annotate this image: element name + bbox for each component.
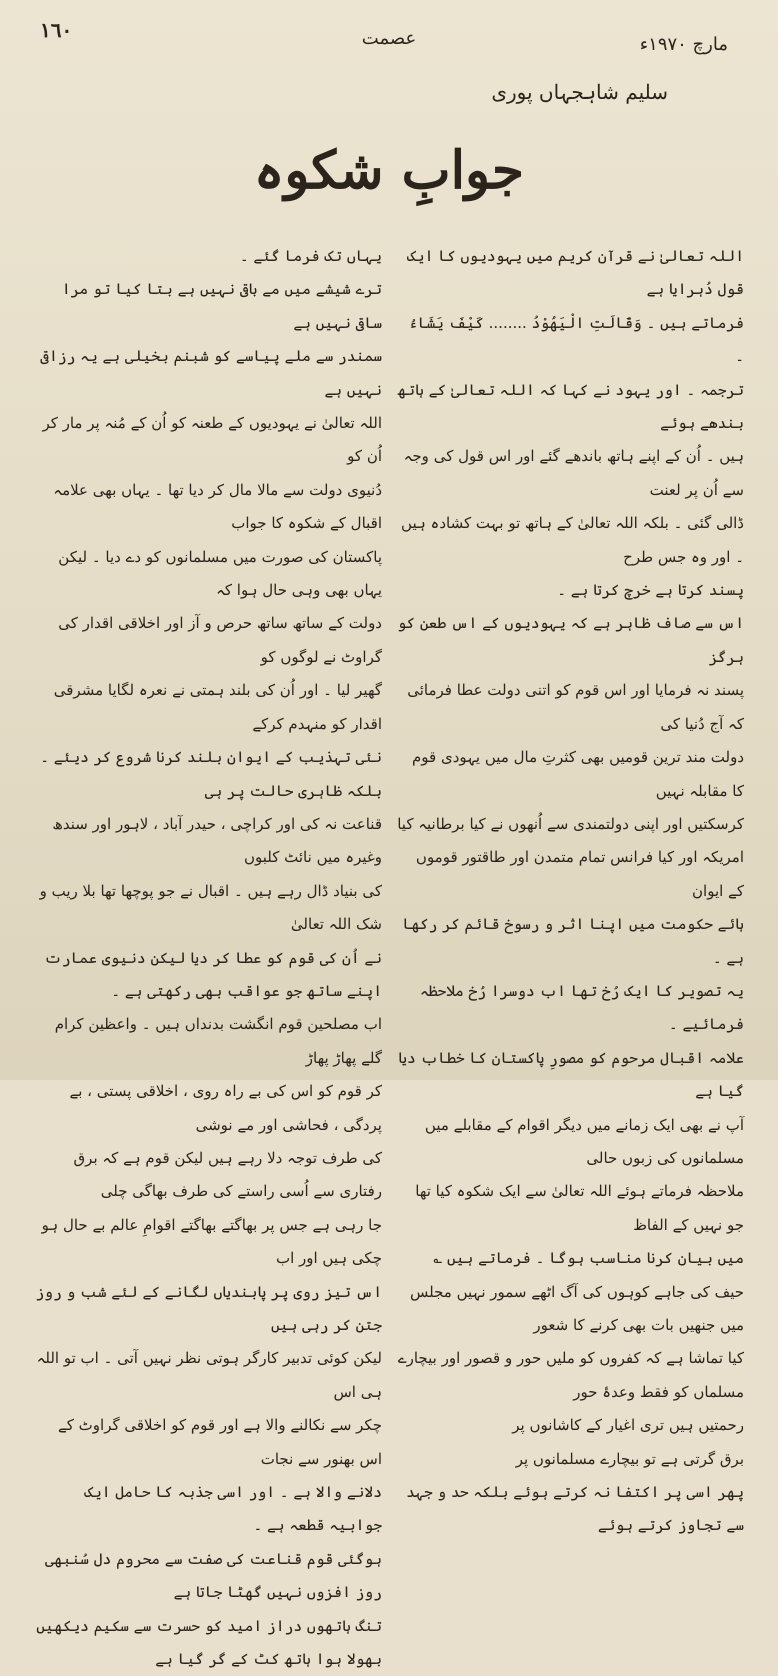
verse-line: تنگ ہاتھوں دراز امید کو حسرت سے سکیم دیکھیں بھولا ہوا ہاتھ کٹ کے گر گیا ہے bbox=[36, 1616, 382, 1669]
text-line: اب مصلحین قوم انگشت بدنداں ہیں ۔ واعظین کرام گلے پھاڑ پھاڑ bbox=[54, 1015, 382, 1067]
text-line: فرماتے ہیں ۔ وَقَالَتِ الْيَهُوْدُ ........ كَيْفَ يَشَاءُ ۔ bbox=[408, 313, 744, 366]
text-line: کی طرف توجہ دلا رہے ہیں لیکن قوم ہے کہ برق رفتاری سے اُسی راستے کی طرف بھاگی چلی bbox=[73, 1148, 382, 1201]
text-line: اس تیز روی پر پابندیاں لگانے کے لئے شب و روز جتن کر رہی ہیں bbox=[35, 1282, 382, 1334]
verse-line: رحمتیں ہیں تری اغیار کے کاشانوں پر bbox=[512, 1416, 744, 1435]
text-line: چکر سے نکالنے والا ہے اور قوم کو اخلاقی گراوٹ کے اس بھنور سے نجات bbox=[57, 1416, 382, 1468]
text-line: کر قوم کو اس کی بے راہ روی ، اخلاقی پستی ، بے پردگی ، فحاشی اور مے نوشی bbox=[69, 1082, 382, 1134]
text-line: یہ تصویر کا ایک رُخ تھا اب دوسرا رُخ ملاحظہ فرمائیے ۔ bbox=[419, 981, 744, 1034]
verse-line: کیا تماشا ہے کہ کفروں کو ملیں حور و قصور اور بیچارے مسلماں کو فقط وعدۂ حور bbox=[397, 1349, 744, 1401]
text-line: دلانے والا ہے ۔ اور اسی جذبہ کا حامل ایک جوابیہ قطعہ ہے ۔ bbox=[84, 1483, 382, 1535]
text-line: ہائے حکومت میں اپنا اثر و رسوخ قائم کر رکھا ہے ۔ bbox=[402, 915, 744, 967]
text-line: کرسکتیں اور اپنی دولتمندی سے اُنھوں نے کیا برطانیہ کیا bbox=[397, 814, 744, 833]
text-line: دُنیوی دولت سے مالا مال کر دیا تھا ۔ یہاں بھی علامہ اقبال کے شکوہ کا جواب bbox=[53, 480, 382, 533]
issue-date: مارچ ۱۹۷۰ء bbox=[639, 34, 728, 55]
running-title: عصمت bbox=[361, 28, 417, 49]
text-line: ترجمہ ۔ اور یہود نے کہا کہ اللہ تعالیٰ کے ہاتھ بندھے ہوئے bbox=[397, 380, 744, 433]
text-line: ہیں ۔ اُن کے اپنے ہاتھ باندھے گئے اور اس قول کی وجہ سے اُن پر لعنت bbox=[403, 447, 744, 499]
author-byline: سلیم شاہجہاں پوری bbox=[491, 80, 668, 104]
page-number: ١٦٠ bbox=[40, 18, 73, 42]
right-column bbox=[396, 240, 744, 1543]
text-line: پسند کرتا ہے خرچ کرتا ہے ۔ bbox=[557, 581, 744, 600]
text-line: علامہ اقبال مرحوم کو مصورِ پاکستان کا خطاب دیا گیا ہے bbox=[398, 1048, 744, 1101]
text-line: نئی تہذیب کے ایوان بلند کرنا شروع کر دیئے ۔ بلکہ ظاہری حالت پر ہی bbox=[40, 748, 382, 800]
text-line: پھر اسی پر اکتفا نہ کرتے ہوئے بلکہ حد و جہد سے تجاوز کرتے ہوئے bbox=[406, 1483, 744, 1535]
text-line: امریکہ اور کیا فرانس تمام متمدن اور طاقتور قوموں کے ایوان bbox=[415, 848, 744, 900]
text-line: یہاں تک فرما گئے ۔ bbox=[239, 247, 382, 265]
text-line: جا رہی ہے جس پر بھاگتے بھاگتے اقوامِ عالم بے حال ہو چکی ہیں اور اب bbox=[41, 1215, 382, 1268]
verse-line: ترے شیشے میں مے باقی نہیں ہے بتا کیا تو مرا ساقی نہیں ہے bbox=[61, 280, 382, 332]
left-column bbox=[34, 240, 382, 1676]
text-line: اللہ تعالیٰ نے یہودیوں کے طعنہ کو اُن کے مُنہ پر مار کر اُن کو bbox=[42, 414, 382, 466]
text-line: دولت مند ترین قومیں بھی کثرتِ مال میں یہودی قوم کا مقابلہ نہیں bbox=[412, 748, 744, 800]
text-line: آپ نے بھی ایک زمانے میں دیگر اقوام کے مقابلے میں مسلمانوں کی زبوں حالی bbox=[424, 1115, 744, 1167]
text-line: کی بنیاد ڈال رہے ہیں ۔ اقبال نے جو پوچھا تھا بلا ریب و شک اللہ تعالیٰ bbox=[39, 881, 382, 934]
text-line: دولت کے ساتھ ساتھ حرص و آز اور اخلاقی اقدار کی گراوٹ نے لوگوں کو bbox=[58, 614, 382, 666]
text-line: نے اُن کی قوم کو عطا کر دیا لیکن دنیوی عمارت اپنے ساتھ جو عواقب بھی رکھتی ہے ۔ bbox=[44, 948, 382, 1000]
verse-line: ہوگئی قوم قناعت کی صفت سے محروم دل سُنبھی روز افزوں نہیں گھٹا جاتا ہے bbox=[45, 1549, 382, 1602]
article-title: جوابِ شکوہ bbox=[253, 140, 525, 201]
verse-line: سمندر سے ملے پیاسے کو شبنم بخیلی ہے یہ رزاقی نہیں ہے bbox=[40, 347, 382, 399]
text-line: پسند نہ فرمایا اور اس قوم کو اتنی دولت عطا فرمائی کہ آج دُنیا کی bbox=[407, 681, 744, 733]
text-line: ڈالی گئی ۔ بلکہ اللہ تعالیٰ کے ہاتھ تو بہت کشادہ ہیں ۔ اور وہ جس طرح bbox=[401, 514, 744, 566]
text-line: اللہ تعالیٰ نے قرآن کریم میں یہودیوں کا ایک قول دُہرایا ہے bbox=[407, 247, 744, 299]
text-line: پاکستان کی صورت میں مسلمانوں کو دے دیا ۔ لیکن یہاں بھی وہی حال ہوا کہ bbox=[58, 547, 382, 600]
text-line: میں بیان کرنا مناسب ہوگا ۔ فرماتے ہیں ؎ bbox=[433, 1249, 744, 1268]
text-line: قناعت نہ کی اور کراچی ، حیدر آباد ، لاہور اور سندھ وغیرہ میں نائٹ کلبوں bbox=[52, 814, 382, 867]
text-line: اس سے صاف ظاہر ہے کہ یہودیوں کے اس طعن کو ہرگز bbox=[397, 614, 744, 666]
text-line: گھیر لیا ۔ اور اُن کی بلند ہمتی نے نعرہ لگایا مشرقی اقدار کو منہدم کرکے bbox=[53, 681, 382, 733]
text-line: ملاحظہ فرماتے ہوئے اللہ تعالیٰ سے ایک شکوہ کیا تھا جو نہیں کے الفاظ bbox=[415, 1182, 744, 1234]
text-line: لیکن کوئی تدبیر کارگر ہوتی نظر نہیں آتی ۔ اب تو اللہ ہی اس bbox=[36, 1349, 382, 1401]
verse-line: حیف کی جاہے کوہوں کی آگ اٹھے سمور نہیں مجلس میں جنھیں بات بھی کرنے کا شعور bbox=[410, 1282, 744, 1334]
verse-line: برق گرتی ہے تو بیچارے مسلمانوں پر bbox=[515, 1449, 744, 1468]
